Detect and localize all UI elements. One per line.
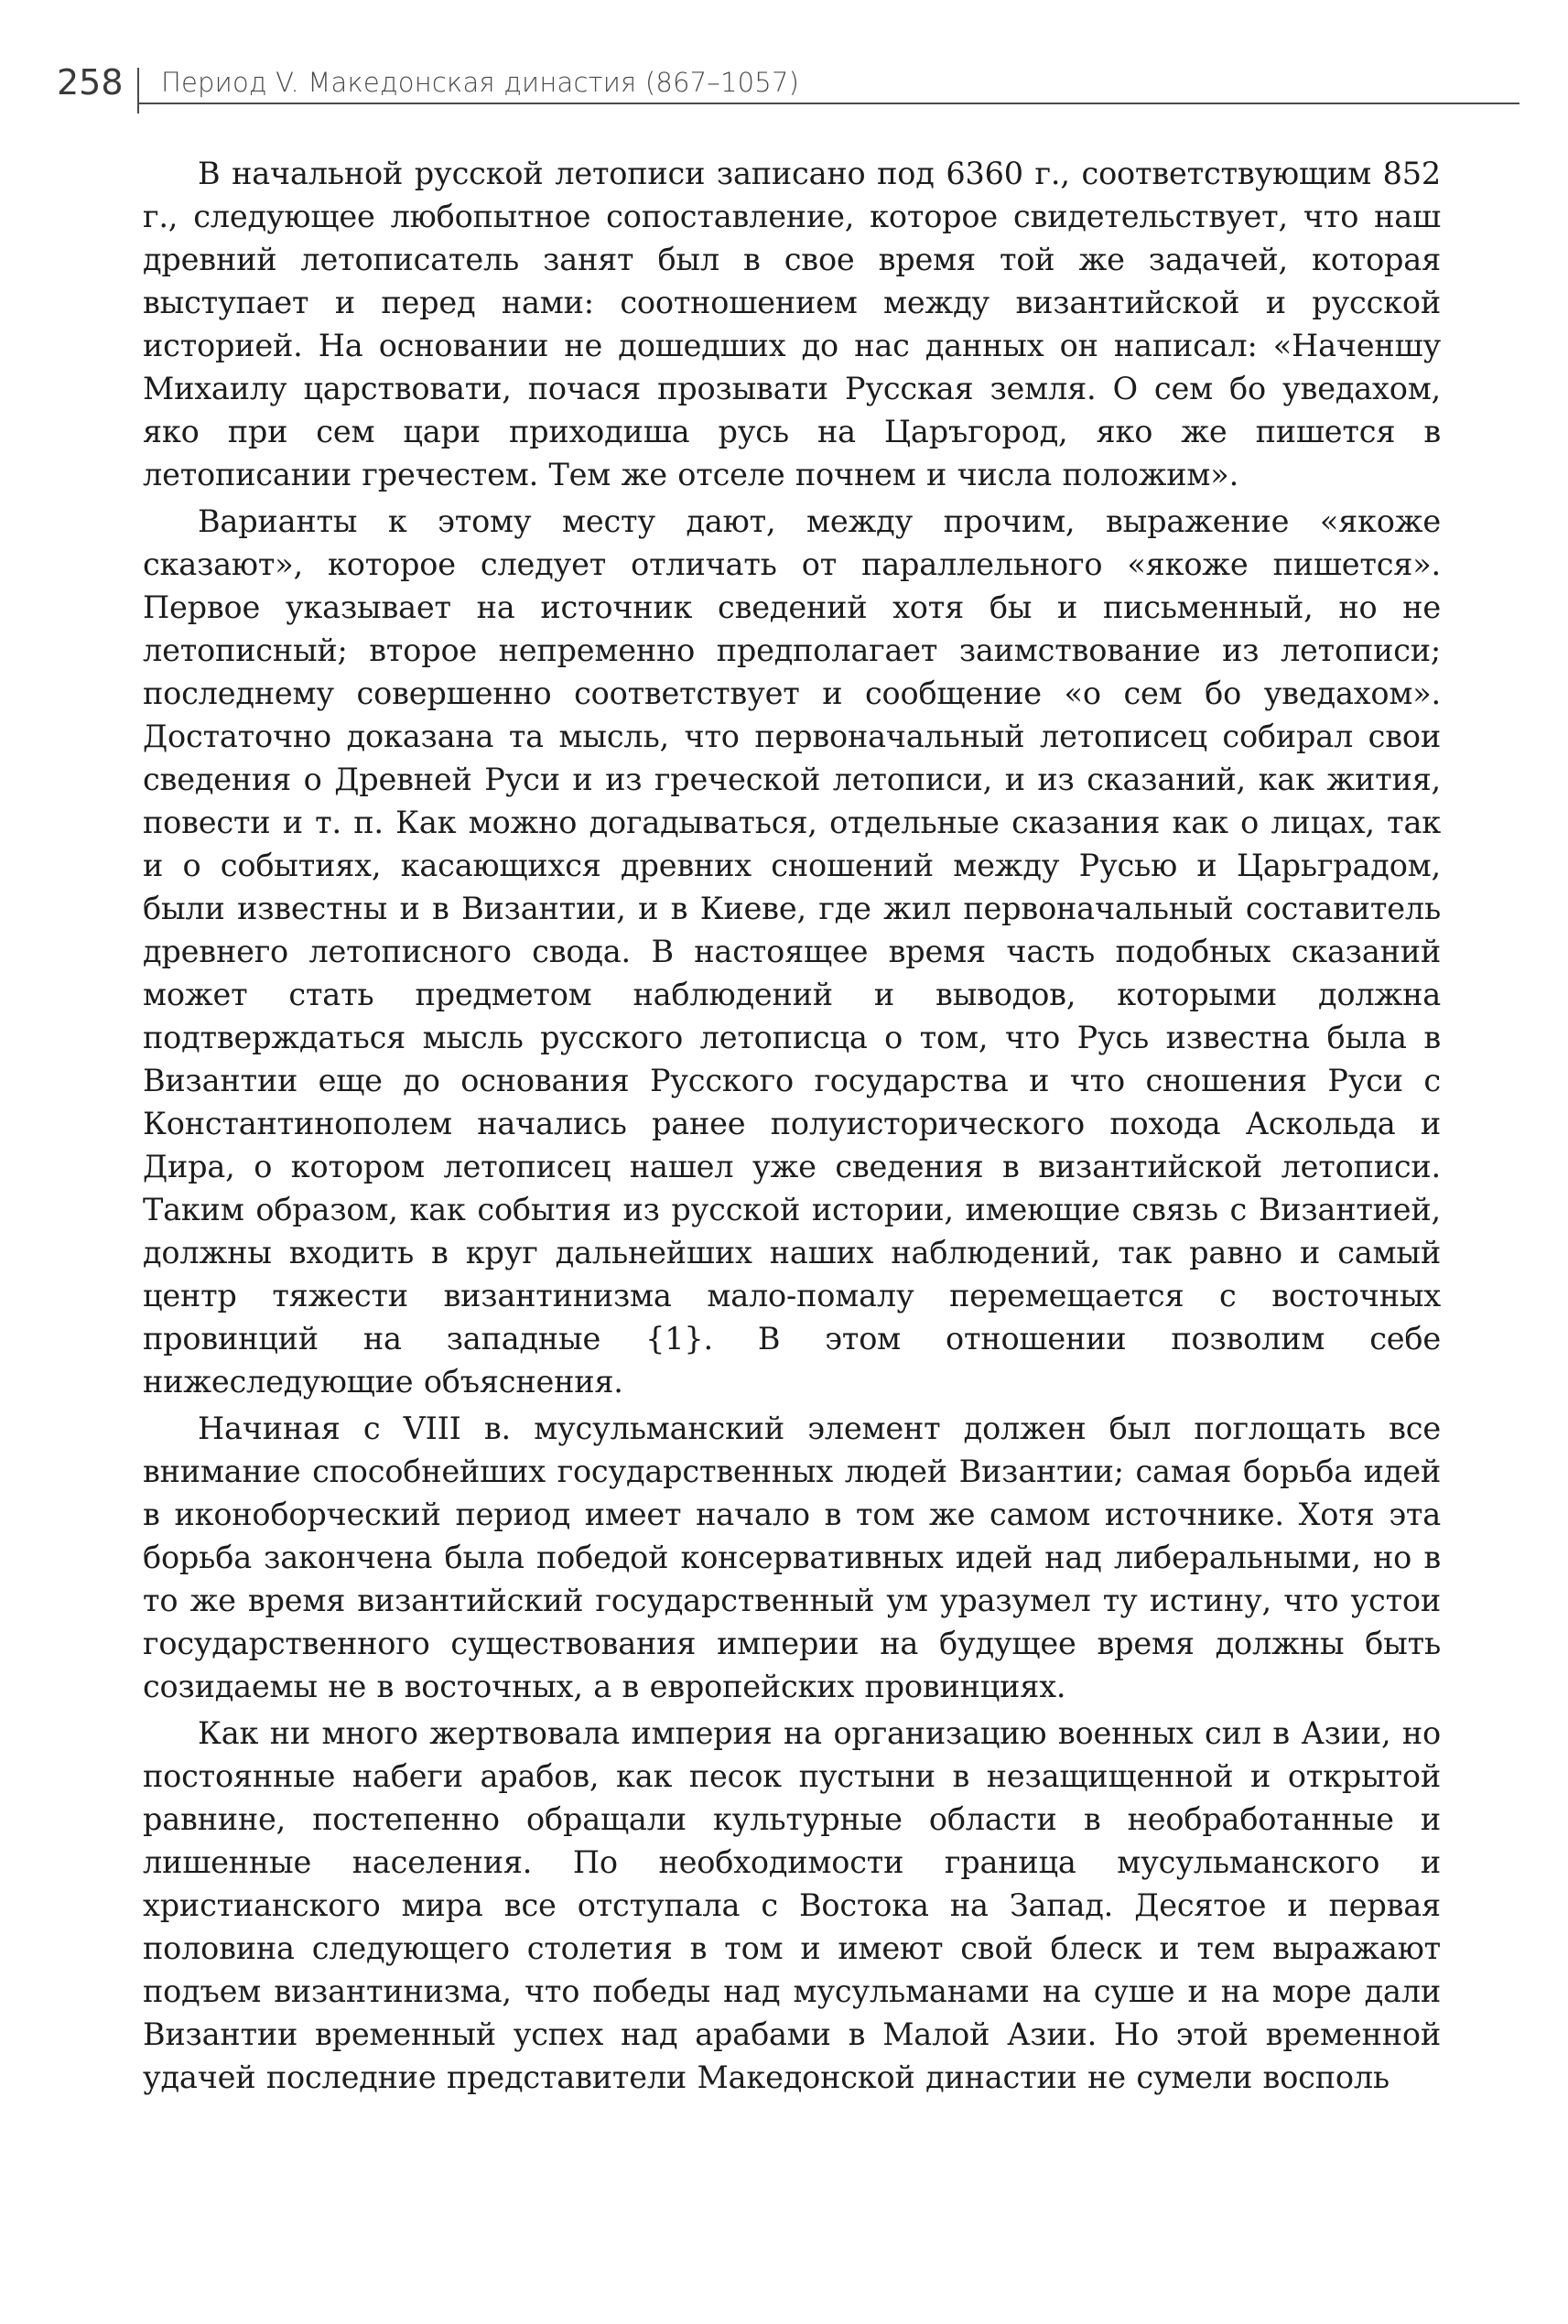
paragraph-4: Как ни много жертвовала империя на организацию военных сил в Азии, но постоянные набеги арабов, как песок пустыни в незащищенной и открытой равнине, постепенно обращали культурные области в необработанные и лишенные населения. По необходимости граница мусульманского и христианского мира все отступала с Востока на Запад. Десятое и первая половина следующего столетия в том и имеют свой блеск и тем выражают подъем византинизма, что победы над мусульманами на суше и на море дали Византии временный успех над арабами в Малой Азии. Но этой временной удачей последние представители Македонской династии не сумели восполь: [143, 1715, 1441, 2095]
paragraph-3: Начиная с VIII в. мусульманский элемент должен был поглощать все внимание способнейших государственных людей Византии; самая борьба идей в иконоборческий период имеет начало в том же самом источнике. Хотя эта борьба закончена была победой консервативных идей над либеральными, но в то же время византийский государственный ум уразумел ту истину, что устои государственного существования империи на будущее время должны быть созидаемы не в восточных, а в европейских провинциях.: [143, 1411, 1441, 1704]
page-number: 258: [57, 62, 124, 103]
running-head: [57, 59, 1439, 113]
header-vertical-rule: [137, 68, 139, 113]
running-head-title: Период V. Македонская династия (867–1057): [161, 67, 800, 98]
body-text: [143, 152, 1441, 2099]
paragraph-2: Варианты к этому месту дают, между прочим, выражение «якоже сказают», которое следует отличать от параллельного «якоже пишется». Первое указывает на источник сведений хотя бы и письменный, но не летописный; второе непременно предполагает заимствование из летописи; последнему совершенно соответствует и сообщение «о сем бо уведахом». Достаточно доказана та мысль, что первоначальный летописец собирал свои сведения о Древней Руси и из греческой летописи, и из сказаний, как жития, повести и т. п. Как можно догадываться, отдельные сказания как о лицах, так и о событиях, касающихся древних сношений между Русью и Царьградом, были известны и в Византии, и в Киеве, где жил первоначальный составитель древнего летописного свода. В настоящее время часть подобных сказаний может стать предметом наблюдений и выводов, которыми должна подтверждаться мысль русского летописца о том, что Русь известна была в Византии еще до основания Русского государства и что сношения Руси с Константинополем начались ранее полуисторического похода Аскольда и Дира, о котором летописец нашел уже сведения в византийской летописи. Таким образом, как события из русской истории, имеющие связь с Византией, должны входить в круг дальнейших наших наблюдений, так равно и самый центр тяжести византинизма мало-помалу перемещается с восточных провинций на западные {1}. В этом отношении позволим себе нижеследующие объяснения.: [143, 503, 1441, 1400]
header-horizontal-rule: [137, 103, 1519, 104]
paragraph-1: В начальной русской летописи записано под 6360 г., соответствующим 852 г., следующее любопытное сопоставление, которое свидетельствует, что наш древний летописатель занят был в свое время той же задачей, которая выступает и перед нами: соотношением между византийской и русской историей. На основании не дошедших до нас данных он написал: «Наченшу Михаилу царствовати, почася прозывати Русская земля. О сем бо уведахом, яко при сем цари приходиша русь на Царъгород, яко же пишется в летописании гречестем. Тем же отселе почнем и числа положим».: [143, 156, 1441, 492]
